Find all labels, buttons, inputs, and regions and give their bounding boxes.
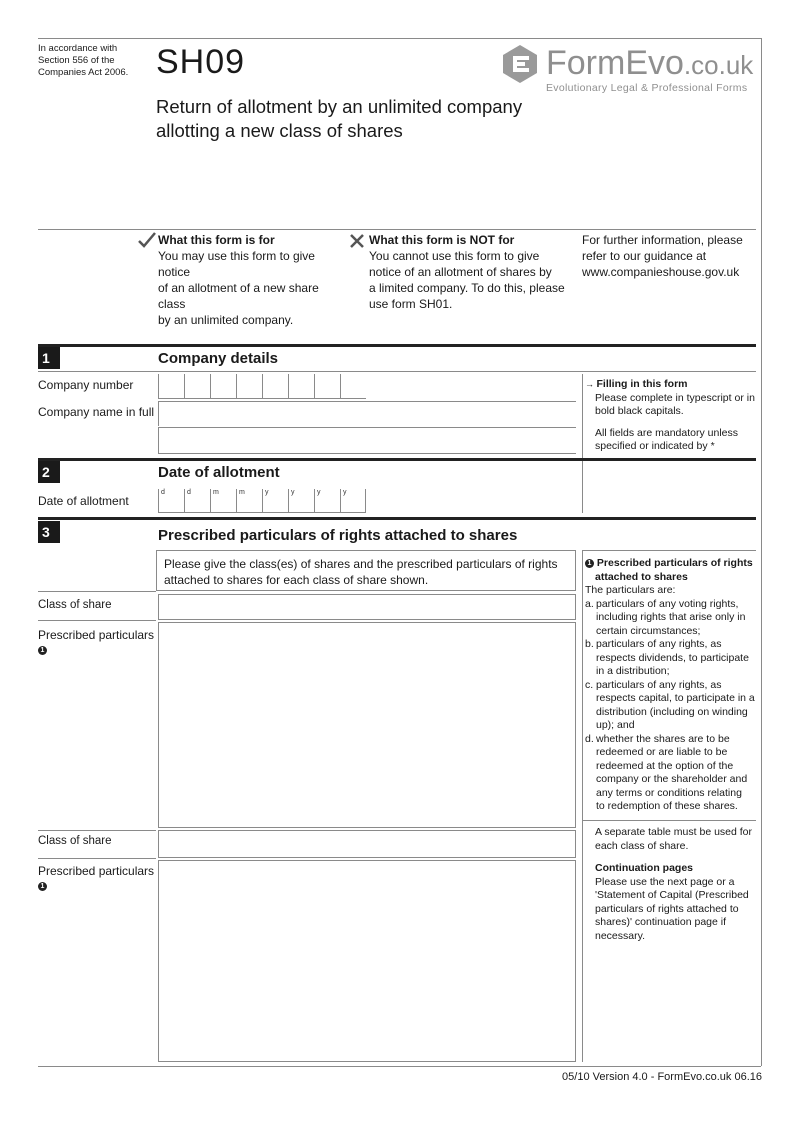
filling-note: → Filling in this form Please complete in typescript or in bold black capitals. All fields are mandatory unless specified or indicated by * [585, 378, 755, 452]
further-info-block: For further information, please refer to our guidance at www.companieshouse.gov.uk [582, 233, 743, 279]
section2-title: Date of allotment [158, 464, 280, 481]
prescribed-particulars-input-2[interactable] [158, 860, 576, 1062]
date-of-allotment-input[interactable]: d d m m y y y y [158, 489, 366, 513]
not-for-block: What this form is NOT for You cannot use this form to give notice of an allotment of shares by a limited company. To do this, please use form SH01. [369, 233, 565, 311]
accordance-note: In accordance with Section 556 of the Companies Act 2006. [38, 43, 129, 78]
formevo-logo-icon [500, 44, 540, 84]
section1-number: 1 [38, 347, 60, 369]
company-name-label: Company name in full [38, 405, 155, 419]
section2-rule [38, 458, 756, 461]
company-number-input[interactable] [158, 374, 366, 399]
section1-title-divider [38, 371, 756, 372]
separate-table-divider [582, 820, 756, 821]
company-name-input-line1[interactable] [158, 401, 576, 426]
brand-logo [500, 42, 758, 98]
form-code: SH09 [156, 43, 246, 81]
brand-name: FormEvo [546, 44, 684, 82]
footer-version: 05/10 Version 4.0 - FormEvo.co.uk 06.16 [562, 1071, 762, 1083]
section3-rule [38, 517, 756, 520]
class-label-rule [38, 591, 156, 592]
note-marker-icon: 1 [38, 646, 47, 655]
section1-title: Company details [158, 350, 279, 367]
particulars-label-rule-2 [38, 858, 156, 859]
footer-rule [38, 1066, 761, 1067]
is-for-block: What this form is for You may use this form to give notice of an allotment of a new share class by an unlimited company. [158, 233, 319, 327]
form-title: Return of allotment by an unlimited company allotting a new class of shares [156, 96, 523, 141]
prescribed-particulars-label-1: Prescribed particulars 1 [38, 628, 155, 654]
company-name-input-line2[interactable] [158, 427, 576, 454]
section3-note-divider [582, 550, 583, 1062]
top-border [38, 38, 761, 39]
brand-tagline: Evolutionary Legal & Professional Forms [546, 82, 748, 94]
section3-number: 3 [38, 521, 60, 543]
right-border [761, 38, 762, 1066]
section1-rule [38, 344, 756, 347]
separate-table-note: A separate table must be used for each class of share. [595, 826, 753, 852]
class-of-share-label-2: Class of share [38, 835, 112, 847]
section3-note-top [582, 550, 756, 551]
arrow-right-icon: → [585, 379, 597, 389]
class-of-share-input-2[interactable] [158, 830, 576, 858]
checkmark-icon [138, 232, 156, 248]
brand-domain: .co.uk [683, 50, 754, 80]
particular-item-b: b. particulars of any rights, as respects dividends, to participate in a distribution; [585, 638, 749, 677]
particular-item-c: c. particulars of any rights, as respects capital, to participate in a distribution (including on winding up); and [585, 678, 755, 731]
continuation-note: Continuation pages Please use the next page or a 'Statement of Capital (Prescribed particulars of rights attached to shares)' continuation page if necessary. [595, 862, 749, 942]
company-number-label: Company number [38, 378, 134, 392]
particulars-note: 1 Prescribed particulars of rights attached to shares The particulars are: a. particulars of any voting rights, including rights that arise only in certain circumstances; b. particulars of any rights, as respects dividends, to participate in a distribution; c. particulars of any rights, as respects capital, to participate in a distribution (including on winding up); and d. whether the shares are to be redeemed or are liable to be redeemed at the option of the company or the shareholder and any terms or conditions relating to redemption of these shares. [585, 557, 757, 814]
note-marker-icon: 1 [585, 559, 594, 568]
section1-note-divider [582, 374, 583, 458]
section3-instruction: Please give the class(es) of shares and the prescribed particulars of rights attached to shares for each class of share shown. [164, 557, 558, 587]
prescribed-particulars-label-2: Prescribed particulars 1 [38, 864, 155, 890]
intro-divider [38, 229, 756, 230]
section3-title: Prescribed particulars of rights attached to shares [158, 527, 518, 544]
section2-note-divider [582, 461, 583, 513]
particular-item-d: d. whether the shares are to be redeemed or are liable to be redeemed at the option of the company or the shareholder and any terms or conditions relating to redemption of these shares. [585, 732, 748, 812]
class-of-share-input-1[interactable] [158, 594, 576, 620]
class-label-rule-2 [38, 830, 156, 831]
section2-number: 2 [38, 461, 60, 483]
cross-icon [349, 233, 365, 249]
class-of-share-label-1: Class of share [38, 599, 112, 611]
note-marker-icon: 1 [38, 882, 47, 891]
date-of-allotment-label: Date of allotment [38, 494, 129, 508]
particulars-label-rule-1 [38, 620, 156, 621]
prescribed-particulars-input-1[interactable] [158, 622, 576, 828]
particular-item-a: a. particulars of any voting rights, including rights that arise only in certain circumstances; [585, 597, 746, 637]
